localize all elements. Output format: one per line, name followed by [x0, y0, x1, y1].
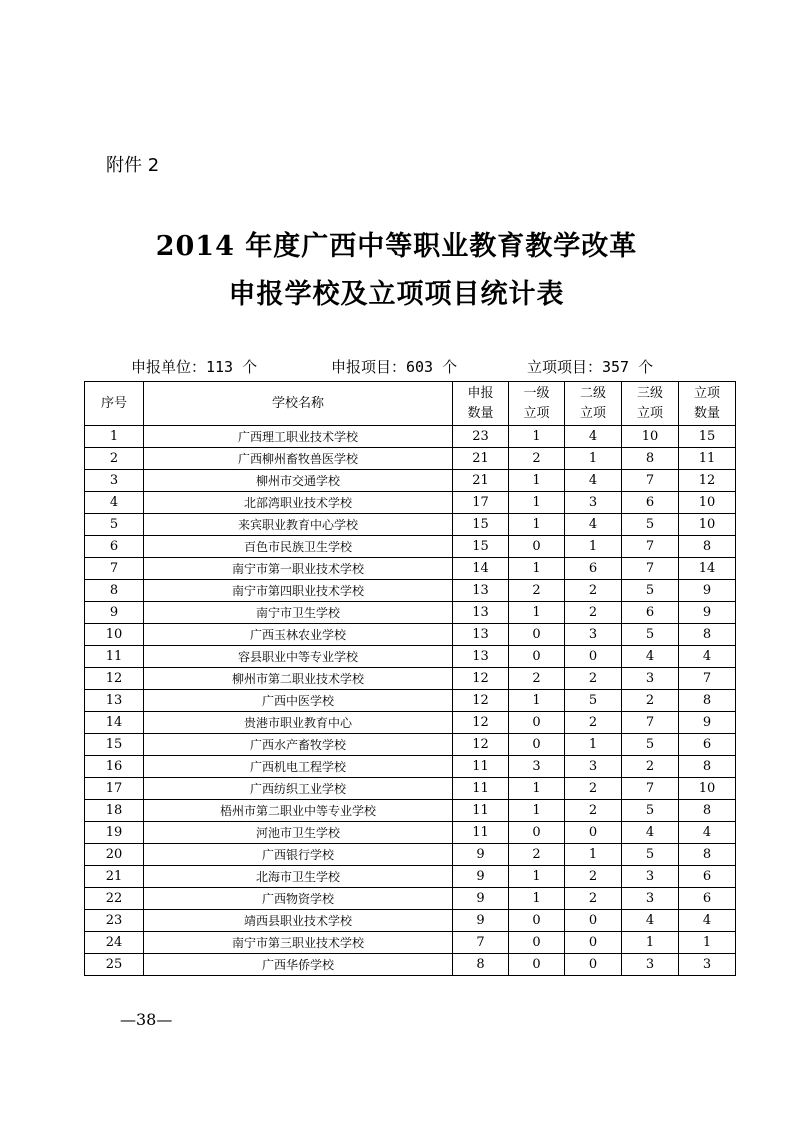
applied-count: 21 [453, 470, 509, 492]
applied-count: 11 [453, 778, 509, 800]
school-name: 河池市卫生学校 [144, 822, 453, 844]
applied-count: 12 [453, 734, 509, 756]
level3-count: 4 [622, 910, 679, 932]
table-row [85, 712, 736, 734]
level3-count: 1 [622, 932, 679, 954]
approved-count: 9 [679, 712, 736, 734]
level2-count: 2 [565, 888, 622, 910]
row-index: 15 [85, 734, 144, 756]
header-level1: 一级 立项 [509, 382, 565, 426]
approved-count: 15 [679, 426, 736, 448]
table-row [85, 932, 736, 954]
row-index: 4 [85, 492, 144, 514]
level2-count: 2 [565, 580, 622, 602]
row-index: 20 [85, 844, 144, 866]
level1-count: 2 [509, 844, 565, 866]
applied-count: 9 [453, 866, 509, 888]
row-index: 11 [85, 646, 144, 668]
table-row [85, 690, 736, 712]
row-index: 13 [85, 690, 144, 712]
school-name: 北海市卫生学校 [144, 866, 453, 888]
applied-count: 12 [453, 690, 509, 712]
level3-count: 7 [622, 712, 679, 734]
level1-count: 2 [509, 580, 565, 602]
school-name: 广西理工职业技术学校 [144, 426, 453, 448]
level3-count: 2 [622, 756, 679, 778]
row-index: 5 [85, 514, 144, 536]
applied-count: 13 [453, 602, 509, 624]
level2-count: 4 [565, 470, 622, 492]
row-index: 1 [85, 426, 144, 448]
level2-count: 0 [565, 954, 622, 976]
school-name: 广西水产畜牧学校 [144, 734, 453, 756]
level1-count: 1 [509, 426, 565, 448]
level3-count: 5 [622, 844, 679, 866]
summary-items: 申报项目：603 个 [331, 358, 458, 376]
level2-count: 0 [565, 646, 622, 668]
table-row [85, 800, 736, 822]
level1-count: 0 [509, 624, 565, 646]
table-row [85, 954, 736, 976]
level2-count: 0 [565, 910, 622, 932]
applied-count: 13 [453, 580, 509, 602]
level1-count: 0 [509, 646, 565, 668]
school-name: 广西物资学校 [144, 888, 453, 910]
level3-count: 3 [622, 668, 679, 690]
applied-count: 11 [453, 800, 509, 822]
school-name: 广西中医学校 [144, 690, 453, 712]
table-row [85, 734, 736, 756]
table-row [85, 448, 736, 470]
level1-count: 0 [509, 712, 565, 734]
table-row [85, 910, 736, 932]
level3-count: 6 [622, 602, 679, 624]
level2-count: 2 [565, 778, 622, 800]
approved-count: 10 [679, 514, 736, 536]
applied-count: 12 [453, 712, 509, 734]
level1-count: 0 [509, 536, 565, 558]
level2-count: 1 [565, 734, 622, 756]
level3-count: 3 [622, 866, 679, 888]
level2-count: 3 [565, 756, 622, 778]
level1-count: 0 [509, 910, 565, 932]
applied-count: 11 [453, 822, 509, 844]
row-index: 12 [85, 668, 144, 690]
applied-count: 11 [453, 756, 509, 778]
row-index: 19 [85, 822, 144, 844]
row-index: 21 [85, 866, 144, 888]
applied-count: 15 [453, 514, 509, 536]
applied-count: 23 [453, 426, 509, 448]
approved-count: 6 [679, 734, 736, 756]
row-index: 9 [85, 602, 144, 624]
applied-count: 8 [453, 954, 509, 976]
table-row [85, 514, 736, 536]
level1-count: 1 [509, 690, 565, 712]
summary-approved: 立项项目：357 个 [527, 358, 654, 376]
level1-count: 2 [509, 448, 565, 470]
level3-count: 5 [622, 800, 679, 822]
level3-count: 2 [622, 690, 679, 712]
table-row [85, 602, 736, 624]
table-row [85, 844, 736, 866]
approved-count: 11 [679, 448, 736, 470]
applied-count: 17 [453, 492, 509, 514]
level1-count: 3 [509, 756, 565, 778]
table-row [85, 536, 736, 558]
header-applied-count: 申报 数量 [453, 382, 509, 426]
approved-count: 4 [679, 646, 736, 668]
level2-count: 2 [565, 668, 622, 690]
school-name: 广西纺织工业学校 [144, 778, 453, 800]
school-name: 容县职业中等专业学校 [144, 646, 453, 668]
table-row [85, 470, 736, 492]
level3-count: 5 [622, 734, 679, 756]
level3-count: 7 [622, 558, 679, 580]
school-name: 南宁市卫生学校 [144, 602, 453, 624]
header-school-name: 学校名称 [144, 382, 453, 426]
level2-count: 2 [565, 712, 622, 734]
level2-count: 6 [565, 558, 622, 580]
approved-count: 8 [679, 536, 736, 558]
level3-count: 3 [622, 954, 679, 976]
level1-count: 1 [509, 866, 565, 888]
row-index: 7 [85, 558, 144, 580]
level1-count: 0 [509, 954, 565, 976]
row-index: 16 [85, 756, 144, 778]
header-index: 序号 [85, 382, 144, 426]
school-name: 柳州市交通学校 [144, 470, 453, 492]
level3-count: 5 [622, 580, 679, 602]
school-name: 北部湾职业技术学校 [144, 492, 453, 514]
table-row [85, 866, 736, 888]
approved-count: 4 [679, 910, 736, 932]
school-name: 梧州市第二职业中等专业学校 [144, 800, 453, 822]
level3-count: 5 [622, 624, 679, 646]
approved-count: 8 [679, 800, 736, 822]
level2-count: 4 [565, 514, 622, 536]
row-index: 10 [85, 624, 144, 646]
applied-count: 9 [453, 910, 509, 932]
applied-count: 12 [453, 668, 509, 690]
document-title-line1: 2014 年度广西中等职业教育教学改革 [155, 231, 638, 262]
level1-count: 1 [509, 800, 565, 822]
row-index: 8 [85, 580, 144, 602]
applied-count: 13 [453, 646, 509, 668]
table-row [85, 624, 736, 646]
table-row [85, 822, 736, 844]
page-number: —38— [120, 1010, 173, 1029]
row-index: 17 [85, 778, 144, 800]
approved-count: 8 [679, 690, 736, 712]
table-row [85, 646, 736, 668]
approved-count: 6 [679, 888, 736, 910]
level2-count: 2 [565, 800, 622, 822]
approved-count: 9 [679, 602, 736, 624]
summary-units: 申报单位：113 个 [131, 358, 258, 376]
header-level2: 二级 立项 [565, 382, 622, 426]
approved-count: 1 [679, 932, 736, 954]
approved-count: 8 [679, 624, 736, 646]
level2-count: 1 [565, 536, 622, 558]
applied-count: 13 [453, 624, 509, 646]
row-index: 18 [85, 800, 144, 822]
summary-line [131, 356, 711, 377]
applied-count: 21 [453, 448, 509, 470]
approved-count: 10 [679, 492, 736, 514]
school-name: 广西银行学校 [144, 844, 453, 866]
level3-count: 6 [622, 492, 679, 514]
level1-count: 1 [509, 778, 565, 800]
document-title-line2: 申报学校及立项项目统计表 [228, 279, 565, 310]
level2-count: 3 [565, 492, 622, 514]
row-index: 3 [85, 470, 144, 492]
table-row [85, 756, 736, 778]
school-name: 南宁市第一职业技术学校 [144, 558, 453, 580]
applied-count: 15 [453, 536, 509, 558]
table-row [85, 888, 736, 910]
school-name: 广西华侨学校 [144, 954, 453, 976]
row-index: 22 [85, 888, 144, 910]
table-row [85, 558, 736, 580]
school-name: 广西柳州畜牧兽医学校 [144, 448, 453, 470]
applied-count: 9 [453, 844, 509, 866]
level2-count: 1 [565, 448, 622, 470]
level3-count: 4 [622, 822, 679, 844]
level3-count: 7 [622, 778, 679, 800]
level2-count: 5 [565, 690, 622, 712]
school-name: 贵港市职业教育中心 [144, 712, 453, 734]
table-row [85, 778, 736, 800]
approved-count: 9 [679, 580, 736, 602]
statistics-table [84, 381, 736, 976]
approved-count: 8 [679, 756, 736, 778]
school-name: 南宁市第三职业技术学校 [144, 932, 453, 954]
approved-count: 3 [679, 954, 736, 976]
level3-count: 10 [622, 426, 679, 448]
level1-count: 2 [509, 668, 565, 690]
level2-count: 4 [565, 426, 622, 448]
row-index: 14 [85, 712, 144, 734]
row-index: 6 [85, 536, 144, 558]
approved-count: 6 [679, 866, 736, 888]
level3-count: 5 [622, 514, 679, 536]
header-approved-count: 立项 数量 [679, 382, 736, 426]
school-name: 广西玉林农业学校 [144, 624, 453, 646]
level1-count: 0 [509, 822, 565, 844]
level1-count: 0 [509, 734, 565, 756]
level2-count: 2 [565, 602, 622, 624]
level3-count: 7 [622, 470, 679, 492]
level1-count: 1 [509, 470, 565, 492]
row-index: 24 [85, 932, 144, 954]
level1-count: 1 [509, 492, 565, 514]
school-name: 南宁市第四职业技术学校 [144, 580, 453, 602]
level2-count: 3 [565, 624, 622, 646]
level2-count: 0 [565, 932, 622, 954]
level1-count: 0 [509, 932, 565, 954]
table-body [85, 426, 736, 976]
row-index: 2 [85, 448, 144, 470]
approved-count: 4 [679, 822, 736, 844]
header-level3: 三级 立项 [622, 382, 679, 426]
table-row [85, 580, 736, 602]
level1-count: 1 [509, 558, 565, 580]
row-index: 23 [85, 910, 144, 932]
approved-count: 8 [679, 844, 736, 866]
level1-count: 1 [509, 888, 565, 910]
level2-count: 2 [565, 866, 622, 888]
approved-count: 10 [679, 778, 736, 800]
level3-count: 4 [622, 646, 679, 668]
attachment-label: 附件 2 [106, 155, 160, 176]
approved-count: 14 [679, 558, 736, 580]
table-row [85, 492, 736, 514]
applied-count: 9 [453, 888, 509, 910]
level3-count: 8 [622, 448, 679, 470]
level2-count: 0 [565, 822, 622, 844]
level3-count: 3 [622, 888, 679, 910]
level1-count: 1 [509, 602, 565, 624]
table-header-row [85, 382, 736, 426]
school-name: 靖西县职业技术学校 [144, 910, 453, 932]
school-name: 来宾职业教育中心学校 [144, 514, 453, 536]
applied-count: 7 [453, 932, 509, 954]
level3-count: 7 [622, 536, 679, 558]
school-name: 百色市民族卫生学校 [144, 536, 453, 558]
level2-count: 1 [565, 844, 622, 866]
table-row [85, 426, 736, 448]
school-name: 广西机电工程学校 [144, 756, 453, 778]
approved-count: 7 [679, 668, 736, 690]
school-name: 柳州市第二职业技术学校 [144, 668, 453, 690]
approved-count: 12 [679, 470, 736, 492]
level1-count: 1 [509, 514, 565, 536]
row-index: 25 [85, 954, 144, 976]
applied-count: 14 [453, 558, 509, 580]
table-row [85, 668, 736, 690]
